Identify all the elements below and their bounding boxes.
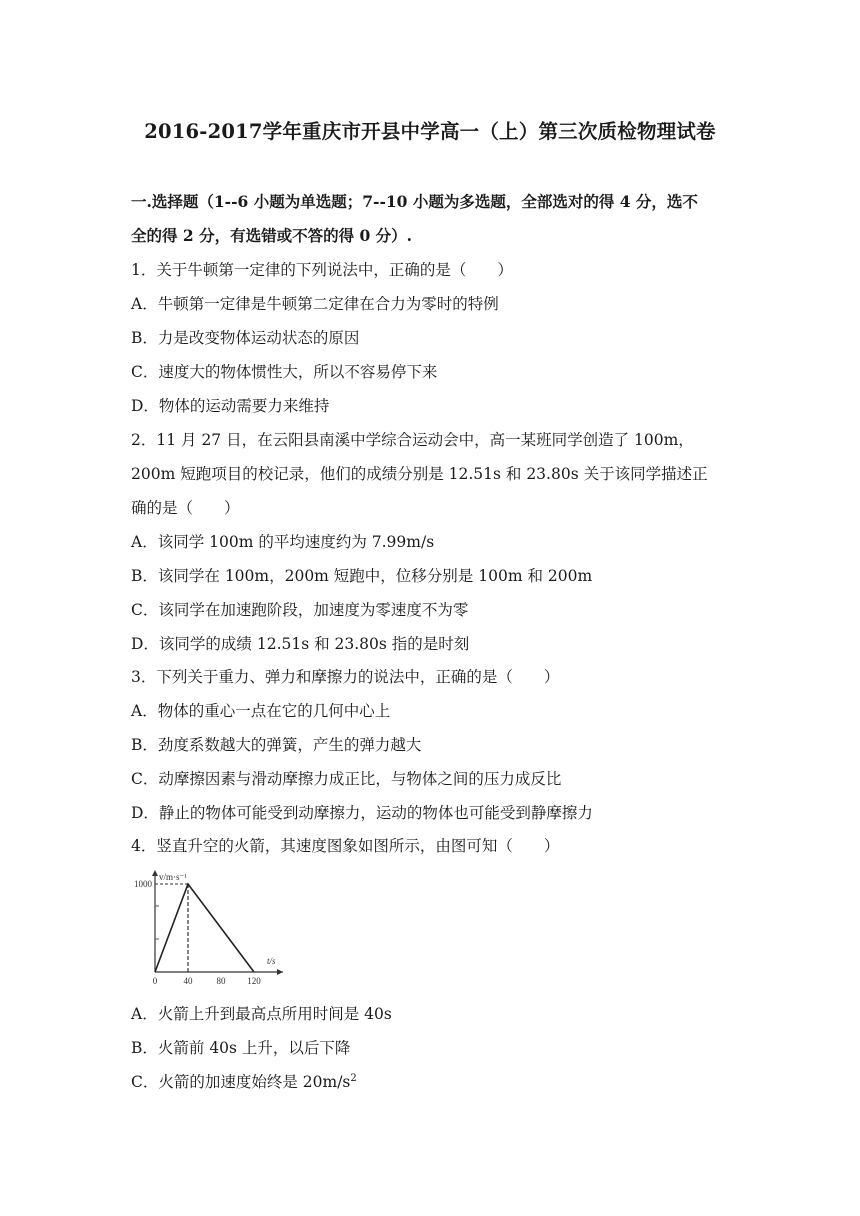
question-3-stem: 3．下列关于重力、弹力和摩擦力的说法中，正确的是（ ） xyxy=(131,668,560,686)
question-3-option-c: C．动摩擦因素与滑动摩擦力成正比，与物体之间的压力成反比 xyxy=(131,770,562,788)
page-title: 2016-2017学年重庆市开县中学高一（上）第三次质检物理试卷 xyxy=(144,120,716,143)
question-4-option-c-superscript: 2 xyxy=(350,1072,357,1084)
question-4-stem: 4．竖直升空的火箭，其速度图象如图所示，由图可知（ ） xyxy=(131,837,560,855)
question-3-option-a: A．物体的重心一点在它的几何中心上 xyxy=(131,702,391,720)
question-2-option-c: C．该同学在加速跑阶段，加速度为零速度不为零 xyxy=(131,601,469,619)
question-4-option-c-text: C．火箭的加速度始终是 20m/s xyxy=(131,1073,351,1091)
question-4-option-c xyxy=(131,1070,357,1092)
chart-series xyxy=(155,884,254,972)
question-3-option-d: D．静止的物体可能受到动摩擦力，运动的物体也可能受到静摩擦力 xyxy=(131,804,593,822)
question-1-option-b: B．力是改变物体运动状态的原因 xyxy=(131,329,360,347)
y-axis-arrow-icon xyxy=(152,870,158,876)
x-tick-label: 40 xyxy=(183,976,193,986)
velocity-time-chart xyxy=(131,866,291,986)
question-1-option-c: C．速度大的物体惯性大，所以不容易停下来 xyxy=(131,363,438,381)
x-tick-label: 80 xyxy=(216,976,226,986)
question-2-option-d: D．该同学的成绩 12.51s 和 23.80s 指的是时刻 xyxy=(131,635,470,653)
x-axis-arrow-icon xyxy=(277,969,283,975)
question-3-option-b: B．劲度系数越大的弹簧，产生的弹力越大 xyxy=(131,736,422,754)
question-1-option-d: D．物体的运动需要力来维持 xyxy=(131,397,330,415)
section-heading-line-1: 一.选择题（1--6 小题为单选题；7--10 小题为多选题，全部选对的得 4 分，选不 xyxy=(131,192,698,211)
question-2-stem-line-3: 确的是（ ） xyxy=(131,499,240,517)
y-axis-label: v/m·s⁻¹ xyxy=(159,872,187,882)
section-heading-line-2: 全的得 2 分，有选错或不答的得 0 分）. xyxy=(131,226,413,245)
question-2-option-b: B．该同学在 100m，200m 短跑中，位移分别是 100m 和 200m xyxy=(131,567,593,585)
question-2-stem-line-1: 2．11 月 27 日，在云阳县南溪中学综合运动会中，高一某班同学创造了 100m， xyxy=(131,431,694,449)
question-4-option-b: B．火箭前 40s 上升，以后下降 xyxy=(131,1039,351,1057)
x-axis-label: t/s xyxy=(267,956,276,966)
x-tick-label: 120 xyxy=(247,976,261,986)
y-tick-label: 1000 xyxy=(134,879,152,889)
question-2-option-a: A．该同学 100m 的平均速度约为 7.99m/s xyxy=(131,533,435,551)
question-2-stem-line-2: 200m 短跑项目的校记录，他们的成绩分别是 12.51s 和 23.80s 关于该同学描述正 xyxy=(131,465,708,483)
series-line xyxy=(155,884,254,972)
x-tick-label: 0 xyxy=(152,976,158,986)
question-1-option-a: A．牛顿第一定律是牛顿第二定律在合力为零时的特例 xyxy=(131,295,499,313)
question-1-stem: 1．关于牛顿第一定律的下列说法中，正确的是（ ） xyxy=(131,261,513,279)
chart-tick-labels xyxy=(134,879,261,986)
question-4-option-a: A．火箭上升到最高点所用时间是 40s xyxy=(131,1005,392,1023)
